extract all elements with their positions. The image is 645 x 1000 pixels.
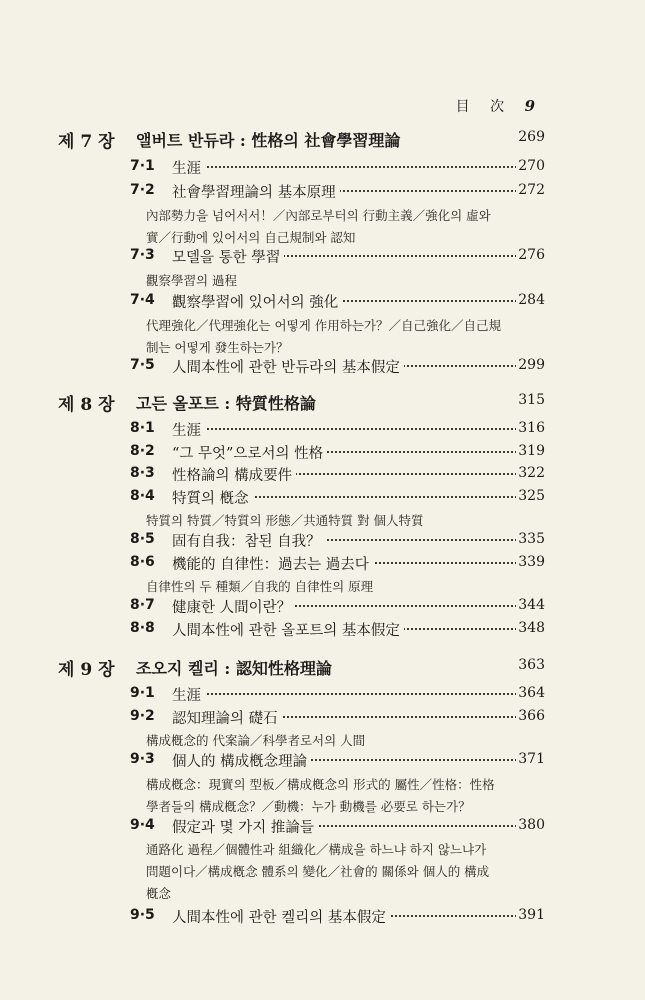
section-number: 8·6 <box>130 554 155 570</box>
subtopic-line: 觀察學習의 過程 <box>146 273 238 288</box>
subtopic-line: 特質의 特質／特質의 形態／共通特質 對 個人特質 <box>146 513 424 528</box>
section-page: 272 <box>518 182 545 198</box>
section-number: 8·7 <box>130 597 155 613</box>
section-number: 9·3 <box>130 751 155 767</box>
section-number: 8·3 <box>130 465 155 481</box>
section-title: 觀察學習에 있어서의 強化 <box>172 291 342 312</box>
section-8-5[interactable] <box>0 529 645 553</box>
section-number: 7·5 <box>130 357 155 373</box>
section-7-2[interactable] <box>0 180 645 204</box>
section-number: 8·8 <box>130 620 155 636</box>
subtopic-line: 構成槪念的 代案論／科學者로서의 人間 <box>146 733 366 748</box>
subtopic-line: 問題이다／構成槪念 體系의 變化／社會的 關係와 個人的 構成 <box>146 864 490 879</box>
chapter-number: 제 9 장 <box>58 660 115 680</box>
section-title: 固有自我：참된 自我？ <box>172 530 325 551</box>
header-label: 目 次 <box>455 99 513 115</box>
section-title: 假定과 몇 가지 推論들 <box>172 816 318 837</box>
section-page: 339 <box>518 554 545 570</box>
chapter-title: 고든 올포트 : 特質性格論 <box>136 394 316 413</box>
section-8-8[interactable] <box>0 618 645 642</box>
chapter-page: 363 <box>518 657 545 673</box>
section-number: 7·3 <box>130 247 155 263</box>
subtopic-line: 構成槪念：現實의 型板／構成槪念의 形式的 屬性／性格：性格 <box>146 777 495 792</box>
section-7-1[interactable] <box>0 156 645 180</box>
section-number: 7·4 <box>130 292 155 308</box>
section-number: 8·5 <box>130 531 155 547</box>
section-title: 健康한 人間이란？ <box>172 596 295 617</box>
running-header <box>456 96 535 116</box>
section-page: 316 <box>518 420 545 436</box>
section-page: 391 <box>518 907 545 923</box>
section-title: 人間本性에 관한 켈리의 基本假定 <box>172 906 390 927</box>
section-page: 322 <box>518 465 545 481</box>
section-title: 人間本性에 관한 올포트의 基本假定 <box>172 619 404 640</box>
section-title: 人間本性에 관한 반듀라의 基本假定 <box>172 356 404 377</box>
section-8-1[interactable] <box>0 418 645 442</box>
subtopic-line: 學者들의 構成槪念？／動機：누가 動機를 必要로 하는가？ <box>146 799 471 814</box>
section-page: 284 <box>518 292 545 308</box>
section-8-6[interactable] <box>0 552 645 576</box>
chapter-page: 269 <box>518 129 545 145</box>
section-page: 270 <box>518 158 545 174</box>
section-number: 9·2 <box>130 708 155 724</box>
section-9-3[interactable] <box>0 749 645 773</box>
section-7-5[interactable] <box>0 355 645 379</box>
section-number: 9·5 <box>130 907 155 923</box>
section-7-3[interactable] <box>0 245 645 269</box>
section-title: 社會學習理論의 基本原理 <box>172 181 340 202</box>
leader-dots <box>176 166 521 168</box>
section-page: 371 <box>518 751 545 767</box>
section-number: 9·4 <box>130 817 155 833</box>
section-page: 299 <box>518 357 545 373</box>
chapter-7-entry[interactable] <box>0 127 645 151</box>
section-title: “그 무엇”으로서의 性格 <box>172 442 327 463</box>
subtopic-line: 自律性의 두 種類／自我的 自律性의 原理 <box>146 579 374 594</box>
section-title: 生涯 <box>172 157 205 178</box>
chapter-page: 315 <box>518 392 545 408</box>
subtopic-line: 內部勢力을 넘어서서！／內部로부터의 行動主義／強化의 虛와 <box>146 208 491 223</box>
section-number: 8·1 <box>130 420 155 436</box>
subtopic-line: 槪念 <box>146 886 172 901</box>
section-number: 9·1 <box>130 685 155 701</box>
header-page-number: 9 <box>524 97 535 115</box>
section-title: 特質의 槪念 <box>172 487 253 508</box>
section-page: 348 <box>518 620 545 636</box>
section-title: 모델을 통한 學習 <box>172 246 284 267</box>
section-8-2[interactable] <box>0 441 645 465</box>
section-9-4[interactable] <box>0 815 645 839</box>
section-number: 8·2 <box>130 443 155 459</box>
section-8-4[interactable] <box>0 486 645 510</box>
subtopic-line: 制는 어떻게 發生하는가？ <box>146 340 289 355</box>
section-8-3[interactable] <box>0 463 645 487</box>
section-7-4[interactable] <box>0 290 645 314</box>
section-title: 認知理論의 礎石 <box>172 707 282 728</box>
section-title: 生涯 <box>172 684 205 705</box>
section-8-7[interactable] <box>0 595 645 619</box>
subtopic-line: 通路化 過程／個體性과 組織化／構成을 하느냐 하지 않느냐가 <box>146 842 487 857</box>
section-page: 364 <box>518 685 545 701</box>
chapter-9-entry[interactable] <box>0 655 645 679</box>
section-page: 366 <box>518 708 545 724</box>
section-page: 380 <box>518 817 545 833</box>
chapter-8-entry[interactable] <box>0 390 645 414</box>
section-number: 7·1 <box>130 158 155 174</box>
section-page: 319 <box>518 443 545 459</box>
section-page: 325 <box>518 488 545 504</box>
section-number: 7·2 <box>130 182 155 198</box>
leader-dots <box>176 693 521 695</box>
section-title: 生涯 <box>172 419 205 440</box>
section-title: 機能的 自律性：過去는 過去다 <box>172 553 373 574</box>
section-title: 個人的 構成槪念理論 <box>172 750 311 771</box>
section-9-5[interactable] <box>0 905 645 929</box>
section-page: 276 <box>518 247 545 263</box>
chapter-number: 제 7 장 <box>58 132 115 152</box>
chapter-number: 제 8 장 <box>58 395 115 415</box>
section-9-2[interactable] <box>0 706 645 730</box>
section-number: 8·4 <box>130 488 155 504</box>
leader-dots <box>176 428 521 430</box>
section-9-1[interactable] <box>0 683 645 707</box>
subtopic-line: 實／行動에 있어서의 自己規制와 認知 <box>146 230 356 245</box>
section-page: 344 <box>518 597 545 613</box>
chapter-title: 조오지 켈리 : 認知性格理論 <box>136 659 332 678</box>
chapter-title: 앨버트 반듀라 : 性格의 社會學習理論 <box>136 131 401 150</box>
section-page: 335 <box>518 531 545 547</box>
subtopic-line: 代理強化／代理強化는 어떻게 作用하는가？／自己強化／自己規 <box>146 318 501 333</box>
section-title: 性格論의 構成要件 <box>172 464 296 485</box>
